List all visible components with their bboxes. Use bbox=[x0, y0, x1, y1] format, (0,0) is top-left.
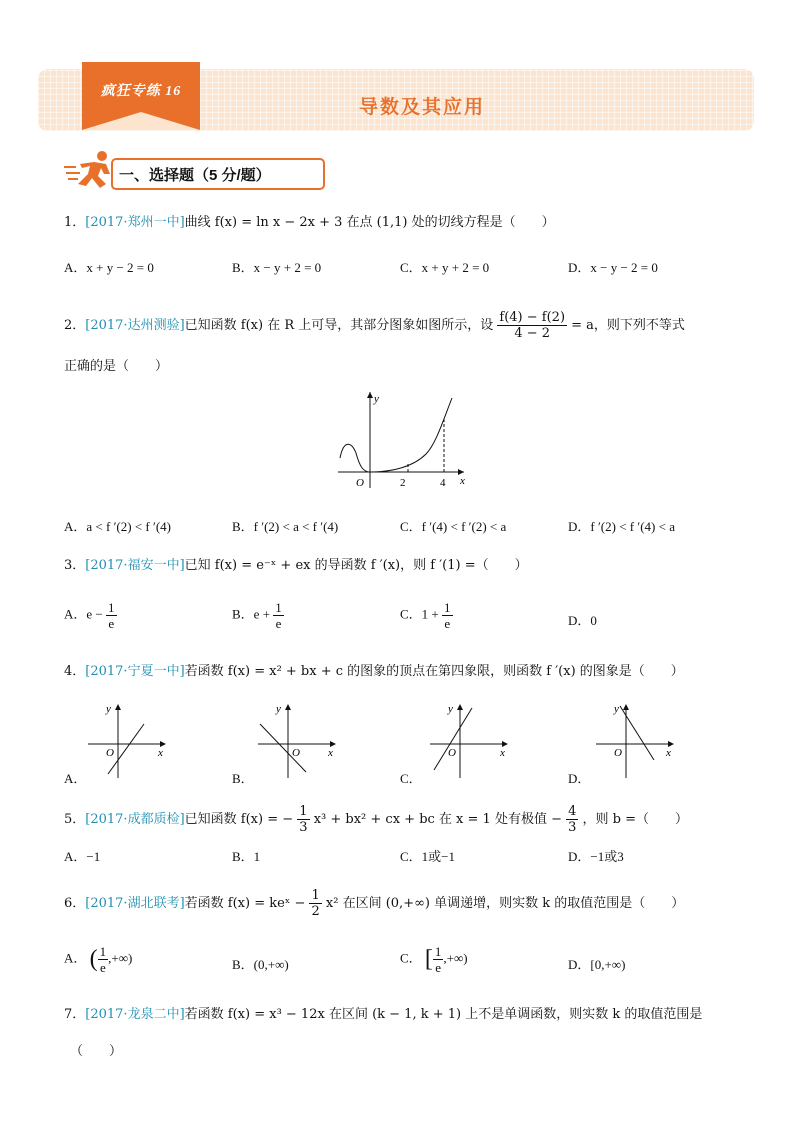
fraction bbox=[98, 944, 109, 975]
option-a: A．−1 bbox=[64, 849, 101, 864]
option-label: A． bbox=[64, 950, 87, 966]
option-c: C．f ′(4) < f ′(2) < a bbox=[400, 519, 507, 534]
fraction bbox=[106, 600, 117, 631]
option-b: B． bbox=[232, 771, 254, 786]
question-source: [2017·宁夏一中] bbox=[85, 664, 185, 679]
fraction-numerator: 4 bbox=[568, 804, 577, 819]
question-source: [2017·达州测验] bbox=[85, 318, 185, 333]
axis-y-label: y bbox=[448, 703, 453, 715]
fraction bbox=[433, 944, 444, 975]
question-source: [2017·湖北联考] bbox=[85, 896, 185, 911]
option-a: A．a < f ′(2) < f ′(4) bbox=[64, 519, 171, 534]
question-1 bbox=[64, 214, 555, 232]
option-b: B．1 bbox=[232, 849, 261, 864]
option-b bbox=[232, 600, 284, 631]
fraction bbox=[442, 600, 453, 631]
question-text-cont: x³ + bx² + cx + bc 在 x = 1 处有极值 − bbox=[313, 812, 562, 827]
graph-x-label: x bbox=[460, 475, 465, 487]
axis-x-label: x bbox=[500, 747, 505, 759]
option-a: A．x + y − 2 = 0 bbox=[64, 260, 154, 275]
option-d: D． bbox=[568, 771, 591, 786]
option-c: C．x + y + 2 = 0 bbox=[400, 260, 490, 275]
fraction-numerator: 1 bbox=[444, 600, 451, 615]
axis-origin: O bbox=[106, 747, 114, 759]
option-label: C．1 + bbox=[400, 606, 439, 622]
question-source: [2017·福安一中] bbox=[85, 558, 185, 573]
option-b: B．(0,+∞) bbox=[232, 957, 289, 972]
fraction bbox=[309, 888, 321, 919]
question-source: [2017·郑州一中] bbox=[85, 215, 185, 230]
question-text-cont: x² 在区间 (0,+∞) 单调递增，则实数 k 的取值范围是（ ） bbox=[325, 896, 685, 911]
runner-icon bbox=[64, 150, 118, 190]
question-text: 已知 f(x) = e⁻ˣ + ex 的导函数 f ′(x)，则 f ′(1) =（ ） bbox=[184, 558, 528, 573]
option-a bbox=[64, 600, 117, 631]
option-a: A． bbox=[64, 771, 87, 786]
q4-graph-d bbox=[594, 700, 678, 780]
axis-x-label: x bbox=[666, 747, 671, 759]
question-number: 5． bbox=[64, 812, 86, 827]
axis-y-label: y bbox=[106, 703, 111, 715]
option-label: C． bbox=[400, 950, 422, 966]
question-7 bbox=[64, 1006, 702, 1024]
q4-graph-b bbox=[256, 700, 340, 780]
question-4 bbox=[64, 663, 684, 681]
option-b: B．f ′(2) < a < f ′(4) bbox=[232, 519, 339, 534]
graph-origin: O bbox=[356, 477, 364, 489]
question-text: 已知函数 f(x) = − bbox=[184, 812, 294, 827]
option-d: D．−1或3 bbox=[568, 849, 624, 864]
question-source: [2017·龙泉二中] bbox=[85, 1007, 185, 1022]
question-number: 6． bbox=[64, 896, 86, 911]
question-5 bbox=[64, 804, 688, 835]
fraction-denominator: 3 bbox=[568, 820, 577, 835]
question-6 bbox=[64, 888, 684, 919]
q4-graph-c bbox=[428, 700, 512, 780]
axis-x-label: x bbox=[158, 747, 163, 759]
option-c: C． bbox=[400, 771, 422, 786]
question-text: 若函数 f(x) = x³ − 12x 在区间 (k − 1, k + 1) 上不是单调函数，则实数 k 的取值范围是 bbox=[184, 1007, 703, 1022]
question-text-end: ，则 b =（ ） bbox=[582, 812, 689, 827]
fraction bbox=[497, 310, 567, 341]
question-number: 3． bbox=[64, 558, 86, 573]
question-7-line2: （ ） bbox=[70, 1044, 123, 1059]
option-a: A． ( $\frac{1}{e}$ ,+∞) bbox=[64, 944, 133, 975]
axis-y-label: y bbox=[614, 703, 619, 715]
option-c: C．1或−1 bbox=[400, 849, 456, 864]
question-number: 1． bbox=[64, 215, 86, 230]
question-source: [2017·成都质检] bbox=[85, 812, 185, 827]
graph-tick-4: 4 bbox=[440, 477, 446, 489]
question-number: 7． bbox=[64, 1007, 86, 1022]
fraction-numerator: 1 bbox=[275, 600, 282, 615]
fraction-numerator: 1 bbox=[311, 888, 320, 903]
fraction-denominator: 2 bbox=[311, 904, 320, 919]
axis-origin: O bbox=[292, 747, 300, 759]
option-c: C． [ $\frac{1}{e}$ ,+∞) bbox=[400, 944, 468, 975]
axis-origin: O bbox=[448, 747, 456, 759]
question-text: 已知函数 f(x) 在 R 上可导，其部分图象如图所示，设 bbox=[184, 318, 494, 333]
graph-tick-2: 2 bbox=[400, 477, 406, 489]
option-d: D．0 bbox=[568, 613, 597, 628]
fraction-denominator: e bbox=[435, 960, 442, 975]
fraction-denominator: e bbox=[444, 616, 451, 631]
option-label: A．e − bbox=[64, 606, 103, 622]
question-text: 若函数 f(x) = keˣ − bbox=[184, 896, 306, 911]
question-text: 曲线 f(x) = ln x − 2x + 3 在点 (1,1) 处的切线方程是（ ） bbox=[184, 215, 555, 230]
fraction-numerator: 1 bbox=[99, 944, 107, 959]
axis-origin: O bbox=[614, 747, 622, 759]
fraction-denominator: e bbox=[275, 616, 282, 631]
graph-y-label: y bbox=[374, 393, 379, 405]
option-d: D．[0,+∞) bbox=[568, 957, 626, 972]
fraction-denominator: e bbox=[100, 960, 106, 975]
ribbon-label: 疯狂专练 16 bbox=[100, 84, 182, 99]
option-d: D．x − y − 2 = 0 bbox=[568, 260, 658, 275]
question-number: 4． bbox=[64, 664, 86, 679]
fraction-numerator: f(4) − f(2) bbox=[499, 310, 566, 325]
option-label: B．e + bbox=[232, 606, 271, 622]
fraction bbox=[297, 804, 309, 835]
fraction-numerator: 1 bbox=[108, 600, 115, 615]
question-text: 若函数 f(x) = x² + bx + c 的图象的顶点在第四象限，则函数 f ′(x) 的图象是（ ） bbox=[184, 664, 684, 679]
option-b: B．x − y + 2 = 0 bbox=[232, 260, 322, 275]
fraction-numerator: 1 bbox=[434, 944, 442, 959]
fraction-numerator: 1 bbox=[299, 804, 308, 819]
option-tail: ,+∞) bbox=[443, 950, 468, 966]
section-title: 一、选择题（5 分/题） bbox=[119, 167, 271, 184]
fraction bbox=[566, 804, 578, 835]
fraction-denominator: 4 − 2 bbox=[514, 326, 551, 341]
fraction bbox=[273, 600, 284, 631]
document-title: 导数及其应用 bbox=[358, 97, 485, 118]
axis-y-label: y bbox=[276, 703, 281, 715]
q2-graph bbox=[334, 388, 470, 492]
question-2 bbox=[64, 310, 685, 341]
question-number: 2． bbox=[64, 318, 86, 333]
question-3 bbox=[64, 557, 528, 575]
axis-x-label: x bbox=[328, 747, 333, 759]
question-text-cont: = a，则下列不等式 bbox=[571, 318, 685, 333]
q4-graph-a bbox=[86, 700, 170, 780]
fraction-denominator: e bbox=[108, 616, 115, 631]
option-c bbox=[400, 600, 453, 631]
question-2-line2: 正确的是（ ） bbox=[64, 359, 169, 374]
fraction-denominator: 3 bbox=[299, 820, 308, 835]
option-tail: ,+∞) bbox=[108, 950, 133, 966]
option-d: D．f ′(2) < f ′(4) < a bbox=[568, 519, 675, 534]
